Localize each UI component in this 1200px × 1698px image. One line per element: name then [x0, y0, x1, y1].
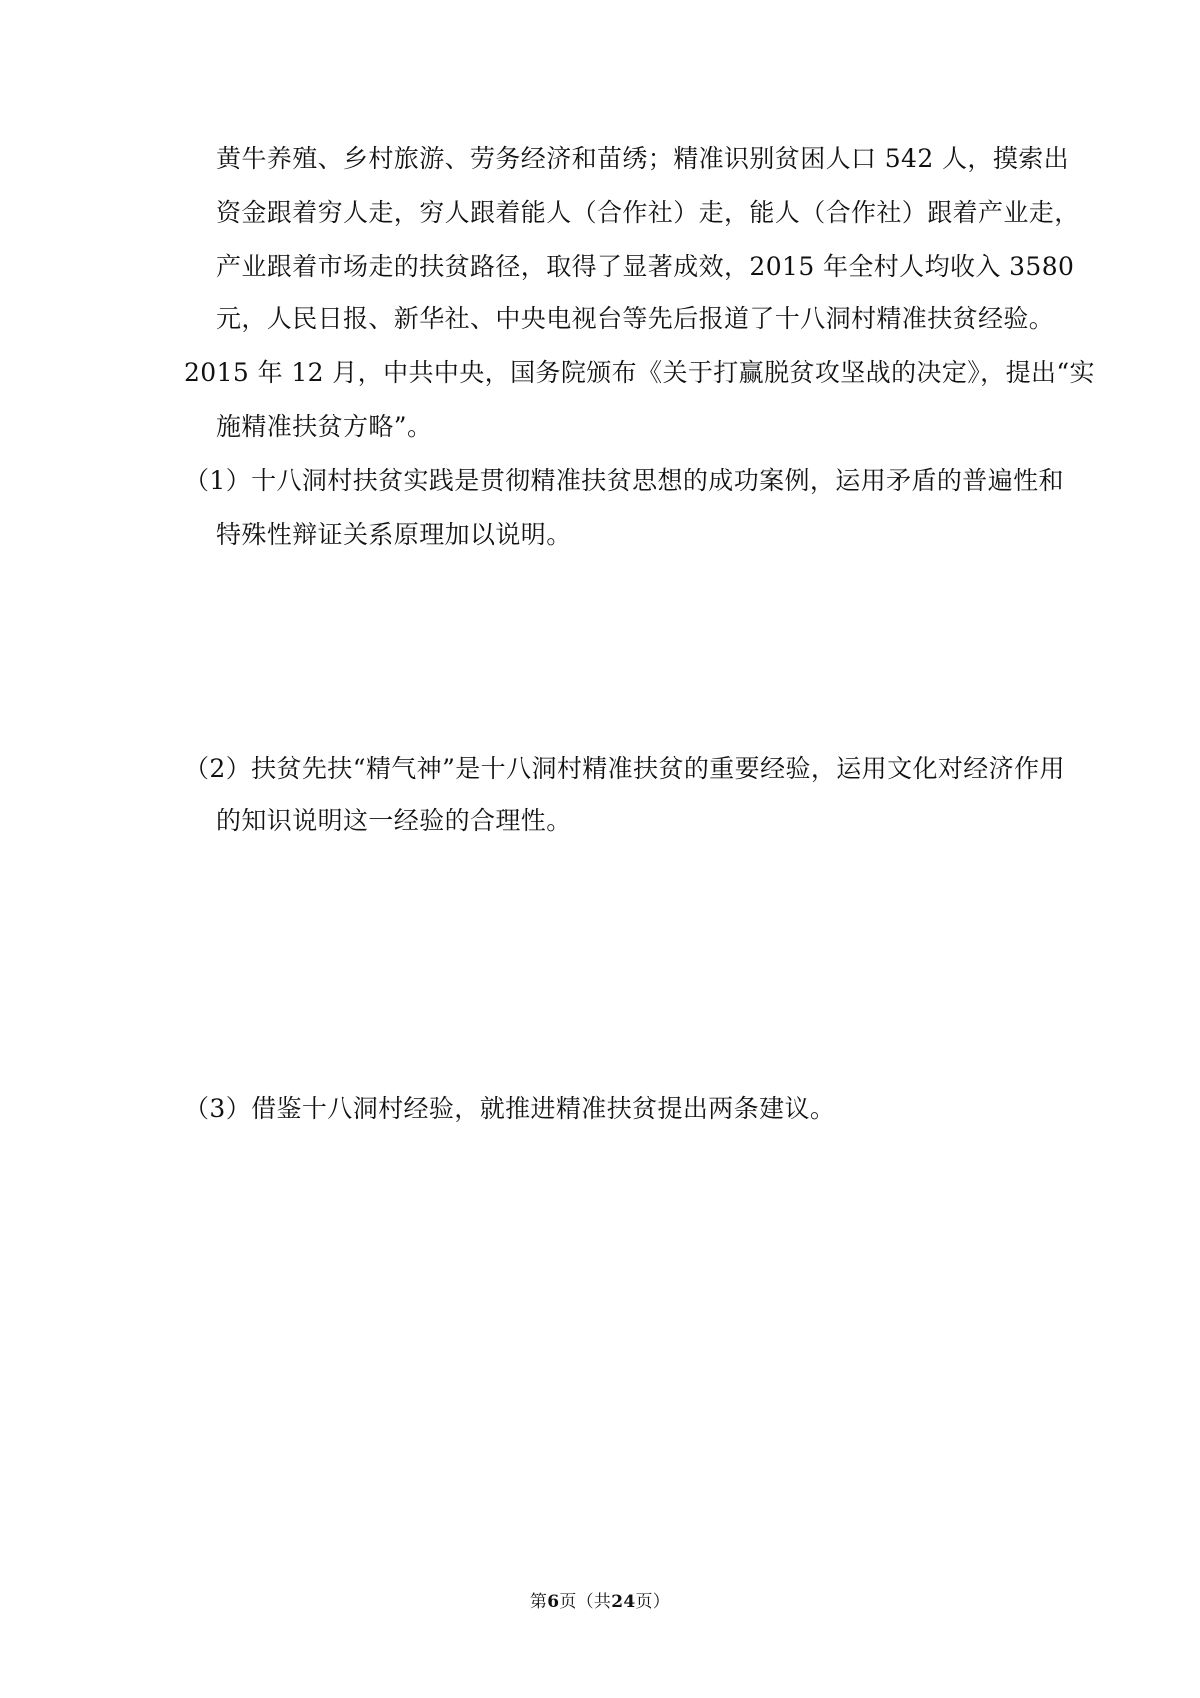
question-1-line-1: （1）十八洞村扶贫实践是贯彻精准扶贫思想的成功案例，运用矛盾的普遍性和	[184, 466, 1064, 495]
page-footer	[0, 1590, 1200, 1614]
question-3-line-1: （3）借鉴十八洞村经验，就推进精准扶贫提出两条建议。	[184, 1094, 836, 1123]
current-page-number: 6	[547, 1592, 560, 1612]
policy-line-2: 施精准扶贫方略”。	[216, 412, 433, 441]
question-1-line-2: 特殊性辩证关系原理加以说明。	[216, 520, 572, 549]
question-2-line-1: （2）扶贫先扶“精气神”是十八洞村精准扶贫的重要经验，运用文化对经济作用	[184, 754, 1065, 783]
passage-line-1: 黄牛养殖、乡村旅游、劳务经济和苗绣；精准识别贫困人口 542 人，摸索出	[216, 144, 1070, 173]
passage-line-2: 资金跟着穷人走，穷人跟着能人（合作社）走，能人（合作社）跟着产业走，	[216, 198, 1080, 227]
policy-line-1: 2015 年 12 月，中共中央，国务院颁布《关于打赢脱贫攻坚战的决定》，提出“实	[184, 358, 1095, 387]
footer-prefix: 第	[529, 1592, 548, 1612]
footer-middle: 页（共	[559, 1592, 612, 1612]
passage-line-4: 元，人民日报、新华社、中央电视台等先后报道了十八洞村精准扶贫经验。	[216, 304, 1055, 333]
footer-suffix: 页）	[635, 1592, 671, 1612]
total-page-count: 24	[611, 1592, 636, 1612]
question-2-line-2: 的知识说明这一经验的合理性。	[216, 806, 572, 835]
passage-line-3: 产业跟着市场走的扶贫路径，取得了显著成效，2015 年全村人均收入 3580	[216, 252, 1075, 281]
